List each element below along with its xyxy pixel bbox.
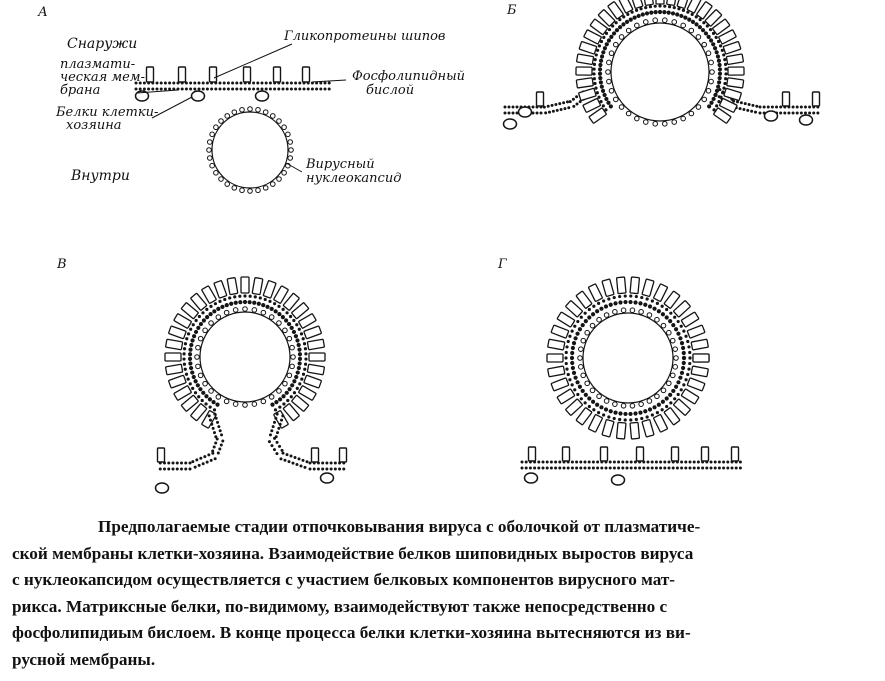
host-protein (192, 91, 205, 101)
spike-glycoprotein (702, 447, 709, 461)
spike-glycoprotein (576, 67, 592, 75)
spike-glycoprotein (158, 448, 165, 462)
caption-line-1: Предполагаемые стадии отпочковывания вируса с оболочкой от плазматиче- (98, 517, 701, 536)
label-viral-nucleocapsid-2: нуклеокапсид (306, 171, 402, 186)
spike-glycoprotein (687, 378, 705, 391)
spike-glycoprotein (732, 447, 739, 461)
spike-glycoprotein (304, 375, 322, 388)
panel-a-stage (135, 67, 331, 193)
spike-glycoprotein (576, 407, 592, 425)
spike-glycoprotein (252, 278, 263, 295)
host-protein (156, 483, 169, 493)
label-plasma-membrane-2: ческая мем- (60, 70, 145, 85)
spike-glycoprotein (274, 67, 281, 82)
spike-glycoprotein (602, 419, 614, 437)
label-outside: Снаружи (67, 36, 138, 52)
panel-d-stage (521, 277, 742, 485)
host-protein (612, 475, 625, 485)
caption-line-4: рикса. Матриксные белки, по-видимому, взаимодействуют также непосредственно с (12, 596, 668, 616)
caption-line-3: с нуклеокапсидом осуществляется с участием белковых компонентов вирусного мат- (12, 570, 676, 589)
nucleocapsid-ring (212, 112, 288, 188)
label-plasma-membrane-1: плазмати- (60, 57, 136, 72)
spike-glycoprotein (576, 78, 593, 88)
host-protein (800, 115, 813, 125)
spike-glycoprotein (147, 67, 154, 82)
spike-glycoprotein (601, 447, 608, 461)
host-protein (504, 119, 517, 129)
figure-caption (12, 514, 874, 673)
host-protein (256, 91, 269, 101)
label-host-proteins-1: Белки клетки- (56, 105, 159, 120)
panel-b-stage (504, 0, 820, 129)
spike-glycoprotein (672, 447, 679, 461)
host-protein (321, 473, 334, 483)
label-host-proteins-2: хозяина (66, 118, 122, 133)
caption-line-5: фосфолипидиым бислоем. В конце процесса белки клетки-хозяина вытесняются из ви- (12, 623, 691, 642)
spike-glycoprotein (241, 277, 249, 293)
spike-glycoprotein (664, 407, 680, 425)
spike-glycoprotein (307, 364, 324, 375)
spike-glycoprotein (579, 88, 597, 100)
spike-glycoprotein (165, 353, 181, 361)
spike-glycoprotein (168, 326, 186, 339)
caption-line-2: ской мембраны клетки-хозяина. Взаимодействие белков шиповидных выростов вируса (12, 543, 694, 563)
spike-glycoprotein (691, 366, 708, 377)
spike-glycoprotein (724, 88, 742, 100)
spike-glycoprotein (576, 291, 592, 309)
spike-glycoprotein (813, 92, 820, 106)
spike-glycoprotein (227, 278, 238, 295)
spike-glycoprotein (303, 67, 310, 82)
spike-glycoprotein (656, 0, 664, 4)
spike-glycoprotein (630, 277, 639, 294)
label-viral-nucleocapsid-1: Вирусный (306, 157, 375, 172)
spike-glycoprotein (557, 389, 575, 404)
host-protein (519, 107, 532, 117)
spike-glycoprotein (168, 375, 186, 388)
spike-glycoprotein (312, 448, 319, 462)
nucleocapsid-ring (583, 313, 673, 403)
label-inside: Внутри (71, 168, 130, 184)
spike-glycoprotein (723, 41, 741, 54)
spike-glycoprotein (630, 422, 639, 439)
spike-glycoprotein (577, 54, 594, 65)
spike-glycoprotein (691, 339, 708, 350)
caption-line-6: русной мембраны. (12, 649, 156, 669)
panel-label-a: А (38, 5, 48, 20)
spike-glycoprotein (681, 389, 699, 404)
spike-glycoprotein (783, 92, 790, 106)
label-phospholipid-bilayer-2: бислой (366, 83, 415, 98)
spike-glycoprotein (673, 300, 690, 317)
spike-glycoprotein (673, 399, 690, 416)
spike-glycoprotein (548, 366, 565, 377)
spike-glycoprotein (547, 354, 563, 362)
label-spike-glycoproteins: Гликопротеины шипов (284, 29, 446, 44)
spike-glycoprotein (304, 326, 322, 339)
spike-glycoprotein (551, 378, 569, 391)
label-phospholipid-bilayer-1: Фосфолипидный (352, 69, 466, 84)
spike-glycoprotein (537, 92, 544, 106)
spike-glycoprotein (548, 339, 565, 350)
spike-glycoprotein (643, 0, 653, 5)
spike-glycoprotein (727, 78, 744, 88)
spike-glycoprotein (179, 67, 186, 82)
spike-glycoprotein (263, 280, 276, 298)
spike-glycoprotein (726, 54, 743, 65)
spike-glycoprotein (210, 67, 217, 82)
spike-glycoprotein (642, 419, 654, 437)
spike-glycoprotein (563, 447, 570, 461)
spike-glycoprotein (214, 280, 227, 298)
spike-glycoprotein (309, 353, 325, 361)
spike-glycoprotein (244, 67, 251, 82)
spike-glycoprotein (653, 284, 667, 302)
spike-glycoprotein (653, 414, 667, 432)
spike-glycoprotein (307, 339, 324, 350)
spike-glycoprotein (340, 448, 347, 462)
spike-glycoprotein (551, 325, 569, 338)
panel-label-d: Г (498, 257, 507, 272)
spike-glycoprotein (602, 279, 614, 297)
spike-glycoprotein (728, 67, 744, 75)
spike-glycoprotein (681, 312, 699, 327)
spike-glycoprotein (565, 399, 582, 416)
spike-glycoprotein (588, 284, 602, 302)
label-plasma-membrane-3: брана (60, 83, 101, 98)
spike-glycoprotein (166, 364, 183, 375)
panel-label-b: Б (507, 3, 517, 18)
nucleocapsid-ring (611, 23, 709, 121)
spike-glycoprotein (687, 325, 705, 338)
host-protein (765, 111, 778, 121)
spike-glycoprotein (693, 354, 709, 362)
spike-glycoprotein (637, 447, 644, 461)
spike-glycoprotein (617, 277, 626, 294)
spike-glycoprotein (617, 422, 626, 439)
spike-glycoprotein (529, 447, 536, 461)
spike-glycoprotein (557, 312, 575, 327)
spike-glycoprotein (579, 41, 597, 54)
nucleocapsid-ring (200, 312, 290, 402)
spike-glycoprotein (565, 300, 582, 317)
host-protein (525, 473, 538, 483)
spike-glycoprotein (664, 291, 680, 309)
panel-label-c: В (57, 257, 67, 272)
panel-c-stage (156, 277, 347, 493)
spike-glycoprotein (588, 414, 602, 432)
spike-glycoprotein (667, 0, 677, 5)
spike-glycoprotein (166, 339, 183, 350)
spike-glycoprotein (642, 279, 654, 297)
